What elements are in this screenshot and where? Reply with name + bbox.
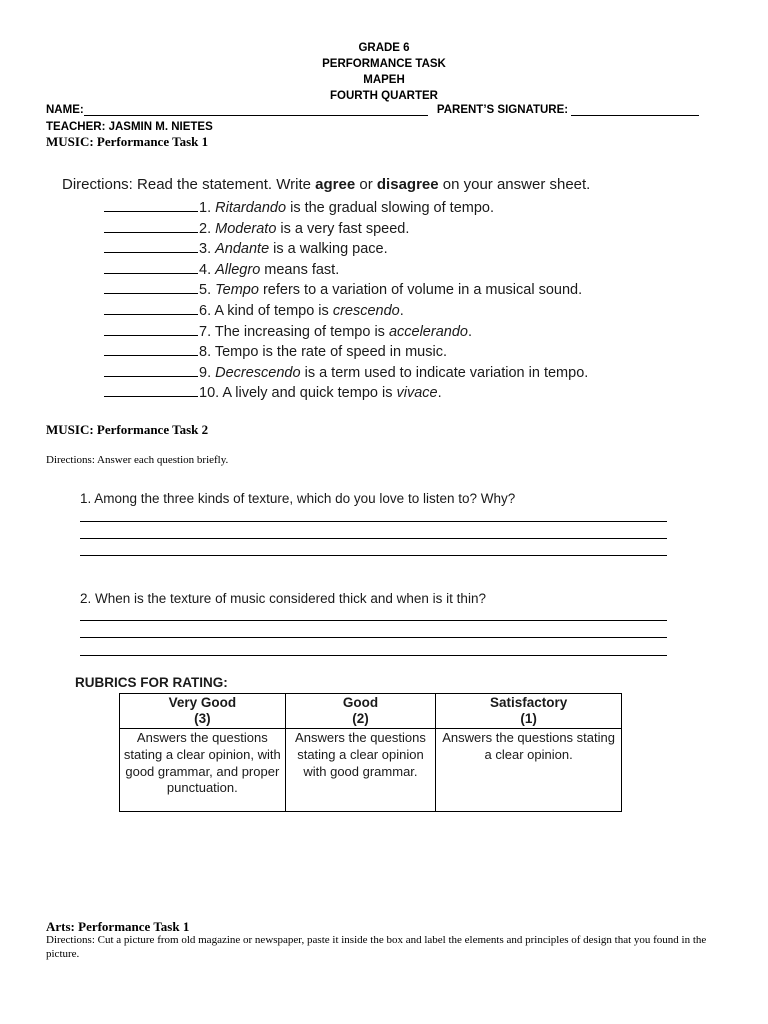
parent-signature-blank[interactable]: [571, 105, 699, 116]
rubric-level-score: (2): [352, 711, 369, 726]
parent-signature-label: PARENT’S SIGNATURE:: [436, 104, 569, 116]
item-number: 1.: [199, 200, 216, 216]
rubric-level-score: (3): [194, 711, 211, 726]
rubric-description-row: [120, 729, 622, 812]
answer-blank[interactable]: [104, 239, 198, 253]
task2-title: MUSIC: Performance Task 2: [46, 422, 209, 437]
rubric-cell: Answers the questions stating a clear opinion.: [436, 729, 622, 812]
rubric-title: RUBRICS FOR RATING:: [75, 675, 228, 690]
item-term: vivace: [396, 385, 438, 402]
rubric-level-score: (1): [520, 711, 537, 726]
answer-blank[interactable]: [104, 322, 198, 336]
task1-dir-suffix: on your answer sheet.: [438, 176, 591, 193]
item-text: A lively and quick tempo is: [222, 385, 397, 402]
rubric-level-label: Good: [342, 695, 379, 710]
answer-blank[interactable]: [104, 301, 198, 315]
statement-item: [104, 280, 588, 301]
item-number: 8.: [199, 344, 215, 361]
answer-blank[interactable]: [104, 198, 198, 212]
rubric-table: [119, 693, 622, 812]
statement-item: [104, 322, 588, 343]
item-term: Tempo: [215, 282, 259, 299]
task1-dir-prefix: Directions: Read the statement. Write: [62, 176, 316, 193]
rubric-header-satisfactory: [436, 694, 622, 729]
task2-directions: Directions: Answer each question briefly.: [46, 454, 229, 466]
answer-blank[interactable]: [104, 383, 198, 397]
item-text: is a term used to indicate variation in tempo.: [300, 364, 589, 381]
name-label: NAME:: [46, 104, 84, 116]
teacher-line: TEACHER: JASMIN M. NIETES: [46, 121, 213, 133]
answer-blank[interactable]: [104, 363, 198, 377]
item-term: Decrescendo: [215, 364, 301, 381]
answer-line[interactable]: [80, 555, 667, 556]
item-number: 6.: [199, 302, 215, 319]
answer-line[interactable]: [80, 637, 667, 638]
statement-item: [104, 239, 588, 260]
statement-item: [104, 383, 588, 404]
item-term: Allegro: [215, 261, 261, 278]
question-1: 1. Among the three kinds of texture, which do you love to listen to? Why?: [80, 491, 516, 506]
answer-blank[interactable]: [104, 260, 198, 274]
subject-heading: MAPEH: [363, 74, 405, 86]
name-blank[interactable]: [84, 105, 428, 116]
grade-heading: GRADE 6: [358, 42, 410, 54]
item-text: is a very fast speed.: [276, 220, 410, 237]
statement-item: [104, 219, 588, 240]
arts-title: Arts: Performance Task 1: [46, 919, 190, 934]
item-text: Tempo is the rate of speed in music.: [214, 344, 447, 361]
arts-directions: Directions: Cut a picture from old magazine or newspaper, paste it inside the box and label the elements and principles of design that you found in the picture.: [46, 934, 707, 960]
task1-title: MUSIC: Performance Task 1: [46, 134, 209, 149]
item-text: A kind of tempo is: [214, 302, 333, 319]
statement-item: [104, 363, 588, 384]
item-text: .: [437, 385, 442, 402]
item-text: .: [467, 323, 472, 340]
quarter-heading: FOURTH QUARTER: [330, 90, 438, 102]
item-number: 2.: [199, 220, 216, 237]
task1-statement-list: [104, 198, 588, 404]
rubric-header-good: [285, 694, 436, 729]
worksheet-header: [0, 40, 768, 104]
item-number: 3.: [199, 241, 216, 258]
item-term: Andante: [215, 241, 270, 258]
rubric-cell: Answers the questions stating a clear opinion, with good grammar, and proper punctuation.: [120, 729, 286, 812]
item-text: is the gradual slowing of tempo.: [286, 200, 495, 216]
answer-blank[interactable]: [104, 342, 198, 356]
statement-item: [104, 342, 588, 363]
item-number: 10.: [199, 385, 223, 402]
item-term: accelerando: [388, 323, 468, 340]
answer-blank[interactable]: [104, 219, 198, 233]
rubric-level-label: Very Good: [168, 695, 237, 710]
item-text: is a walking pace.: [269, 241, 388, 258]
item-term: Moderato: [215, 220, 277, 237]
task-heading: PERFORMANCE TASK: [322, 58, 446, 70]
item-number: 5.: [199, 282, 216, 299]
answer-line[interactable]: [80, 521, 667, 522]
answer-line[interactable]: [80, 655, 667, 656]
name-signature-row: [46, 104, 726, 116]
task1-directions: [62, 176, 590, 193]
item-number: 7.: [199, 323, 215, 340]
question-2: 2. When is the texture of music considered thick and when is it thin?: [80, 591, 486, 606]
item-number: 9.: [199, 364, 216, 381]
item-text: The increasing of tempo is: [214, 323, 389, 340]
answer-blank[interactable]: [104, 280, 198, 294]
item-text: means fast.: [260, 261, 340, 278]
rubric-level-label: Satisfactory: [489, 695, 568, 710]
rubric-cell: Answers the questions stating a clear opinion with good grammar.: [285, 729, 436, 812]
item-term: crescendo: [332, 302, 400, 319]
item-text: .: [399, 302, 404, 319]
statement-item: [104, 260, 588, 281]
item-number: 4.: [199, 261, 216, 278]
item-term: Ritardando: [215, 200, 287, 216]
statement-item: [104, 301, 588, 322]
task1-dir-or: or: [355, 176, 377, 193]
task1-dir-disagree: disagree: [376, 176, 439, 193]
item-text: refers to a variation of volume in a musical sound.: [258, 282, 583, 299]
task1-dir-agree: agree: [315, 176, 356, 193]
rubric-header-row: [120, 694, 622, 729]
answer-line[interactable]: [80, 538, 667, 539]
statement-item: [104, 198, 588, 219]
rubric-header-very-good: [120, 694, 286, 729]
answer-line[interactable]: [80, 620, 667, 621]
